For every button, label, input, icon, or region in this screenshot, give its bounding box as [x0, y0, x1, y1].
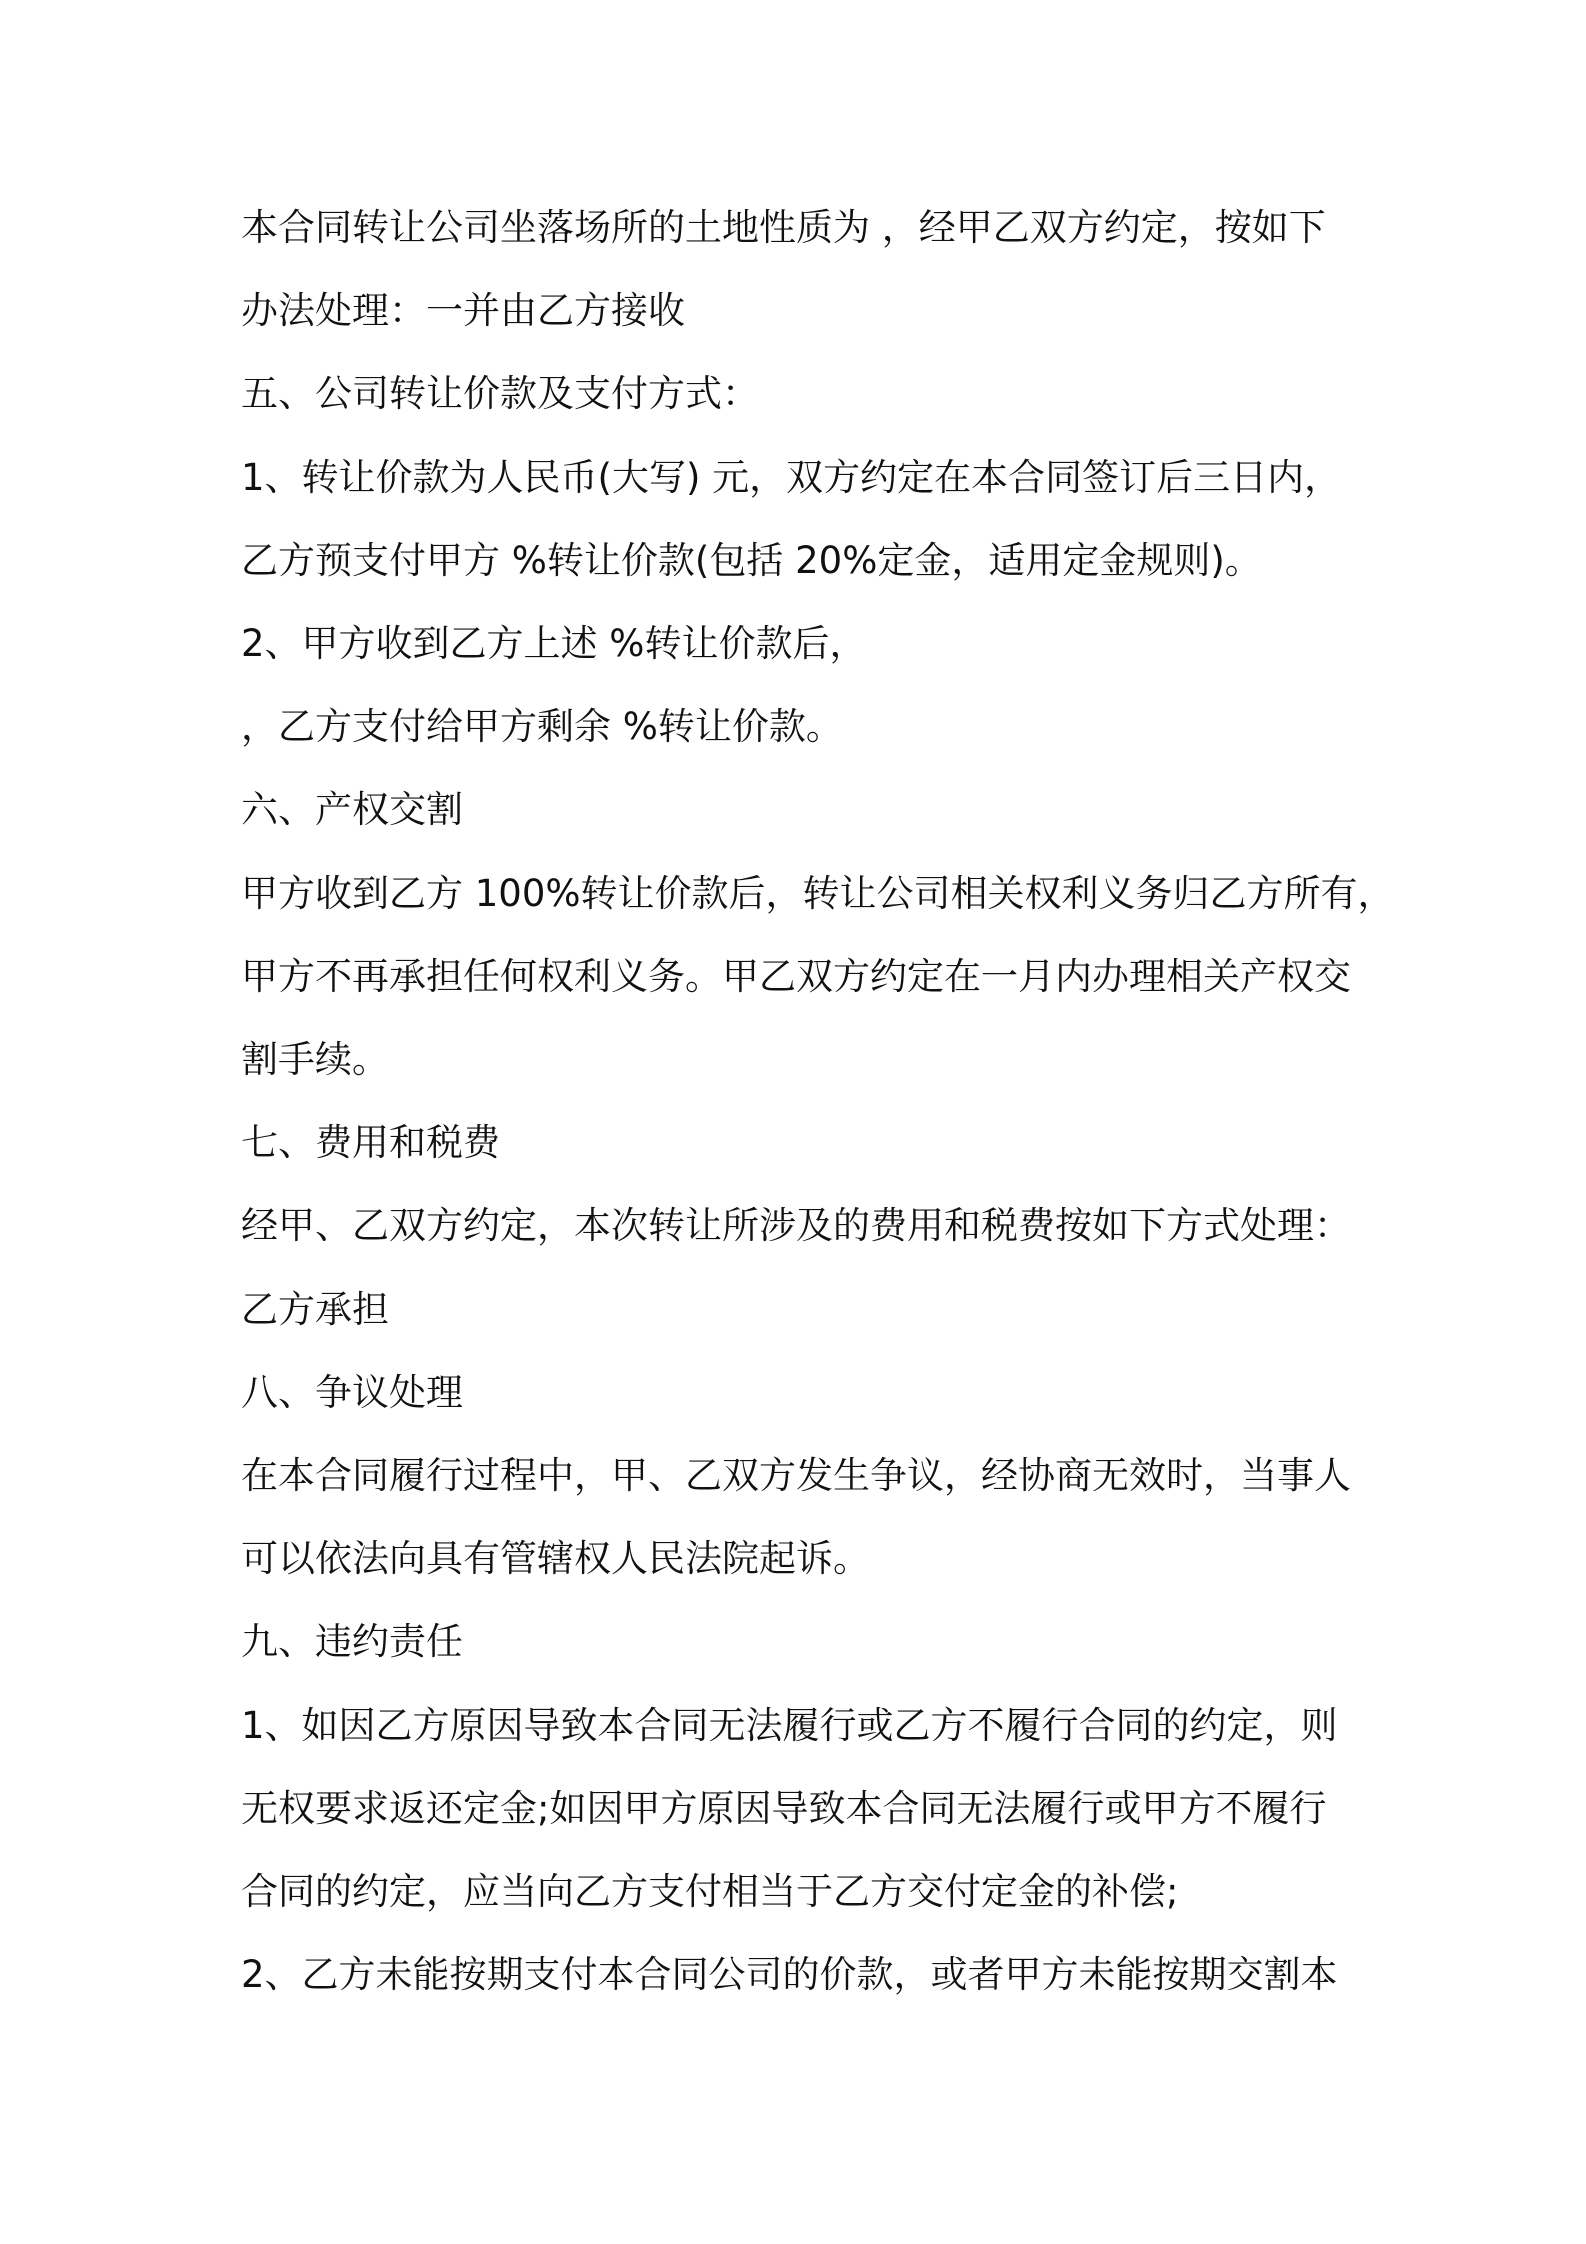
text-line-land-nature: 本合同转让公司坐落场所的土地性质为 ，经甲乙双方约定，按如下 [241, 206, 1326, 249]
section-heading-property-transfer: 六、产权交割 [241, 788, 463, 831]
text-line-dispute-2: 可以依法向具有管辖权人民法院起诉。 [241, 1537, 870, 1580]
section-heading-price-payment: 五、公司转让价款及支付方式： [241, 372, 759, 415]
text-line-breach-1: 1、如因乙方原因导致本合同无法履行或乙方不履行合同的约定，则 [241, 1704, 1338, 1747]
text-line-price-1: 1、转让价款为人民币(大写) 元，双方约定在本合同签订后三日内， [241, 456, 1342, 499]
text-line-fees-1: 经甲、乙双方约定，本次转让所涉及的费用和税费按如下方式处理： [241, 1204, 1351, 1247]
text-line-transfer-3: 割手续。 [241, 1038, 389, 1081]
text-line-remaining: ，乙方支付给甲方剩余 %转让价款。 [241, 705, 843, 748]
text-line-breach-2: 无权要求返还定金;如因甲方原因导致本合同无法履行或甲方不履行 [241, 1787, 1327, 1830]
text-line-transfer-1: 甲方收到乙方 100%转让价款后，转让公司相关权利义务归乙方所有， [241, 872, 1395, 915]
text-line-handling: 办法处理：一并由乙方接收 [241, 289, 685, 332]
text-line-breach-4: 2、乙方未能按期支付本合同公司的价款，或者甲方未能按期交割本 [241, 1953, 1338, 1996]
section-heading-dispute: 八、争议处理 [241, 1371, 463, 1414]
text-line-price-2: 2、甲方收到乙方上述 %转让价款后， [241, 622, 867, 665]
text-line-breach-3: 合同的约定，应当向乙方支付相当于乙方交付定金的补偿; [241, 1870, 1179, 1913]
text-line-prepay: 乙方预支付甲方 %转让价款(包括 20%定金，适用定金规则)。 [241, 539, 1262, 582]
section-heading-breach: 九、违约责任 [241, 1620, 463, 1663]
text-line-dispute-1: 在本合同履行过程中，甲、乙双方发生争议，经协商无效时，当事人 [241, 1454, 1351, 1497]
text-line-fees-2: 乙方承担 [241, 1288, 389, 1331]
section-heading-fees-taxes: 七、费用和税费 [241, 1121, 500, 1164]
text-line-transfer-2: 甲方不再承担任何权利义务。甲乙双方约定在一月内办理相关产权交 [241, 955, 1351, 998]
